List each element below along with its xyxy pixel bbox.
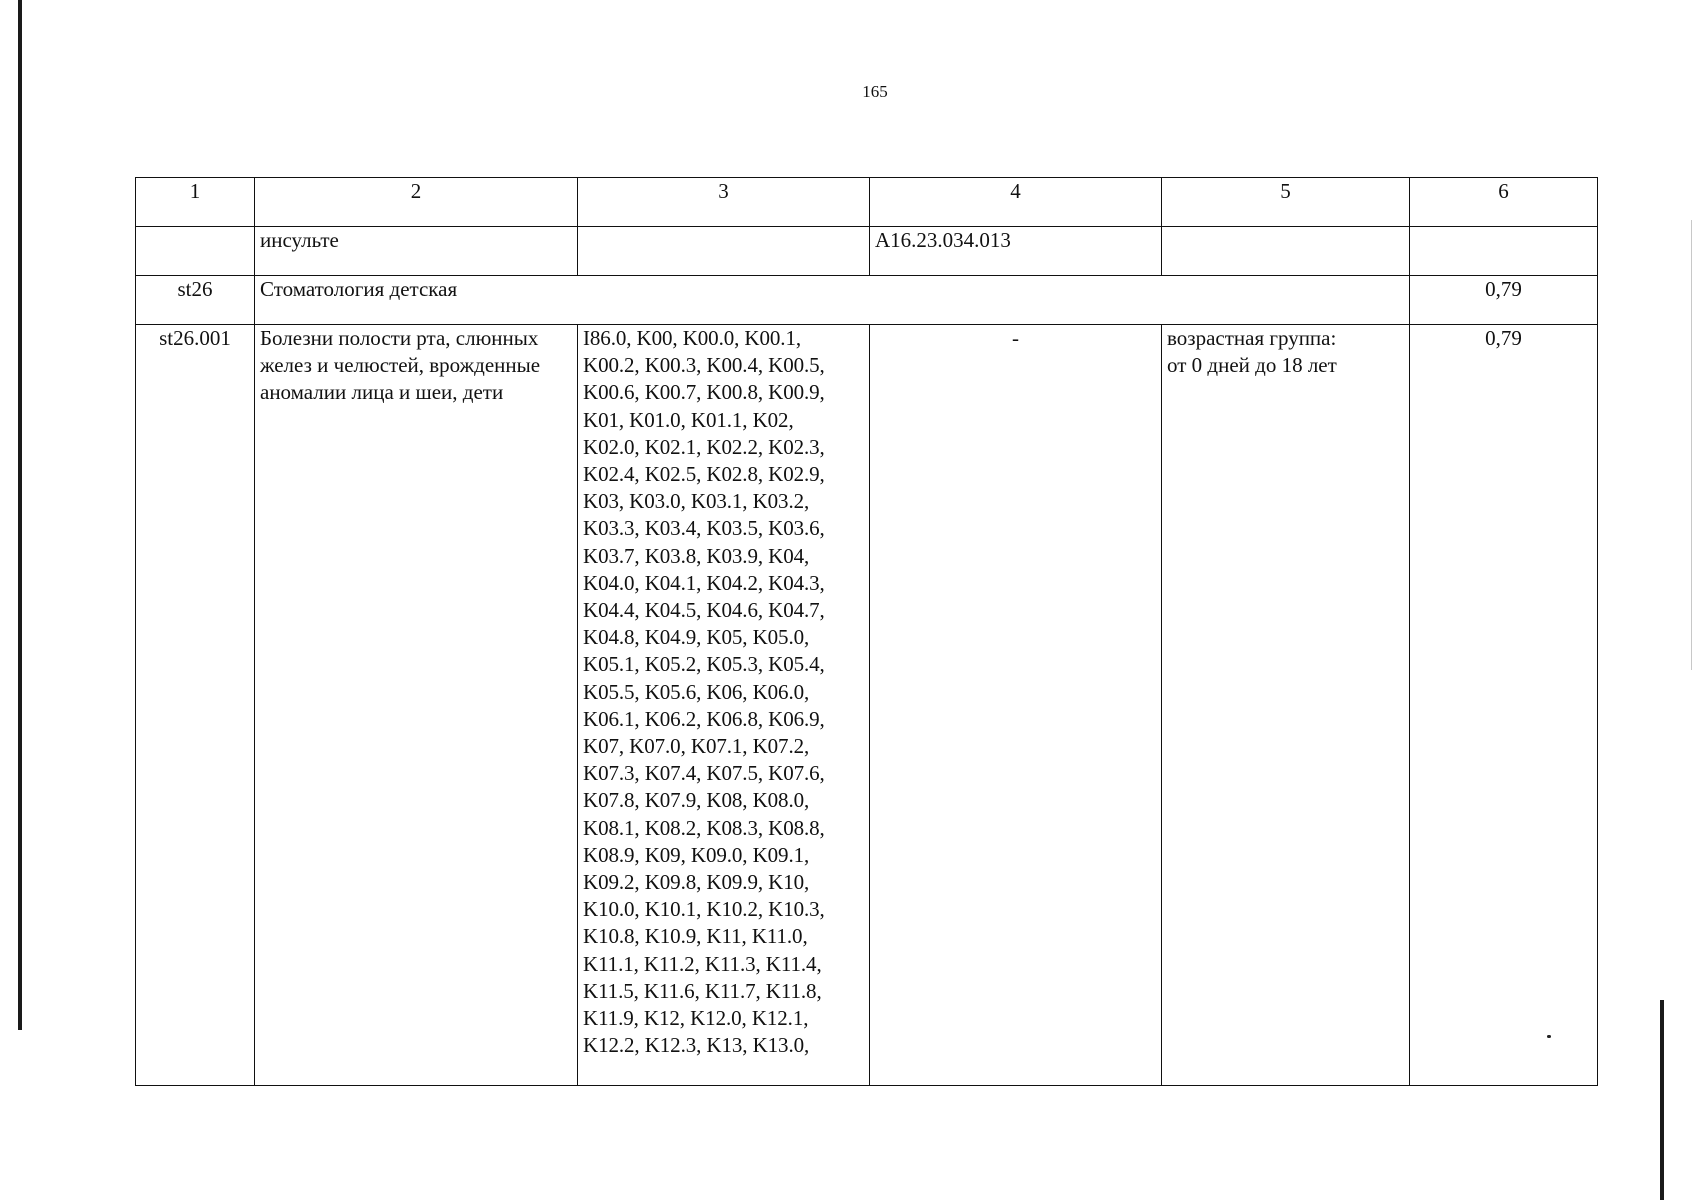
continuation-row xyxy=(136,227,1598,276)
criteria-line-1: возрастная группа: xyxy=(1167,326,1337,350)
diagnosis-code-line: K07.3, K07.4, K07.5, K07.6, xyxy=(583,761,825,786)
cont-name-cell: инсульте xyxy=(255,227,578,276)
criteria-cell xyxy=(1162,325,1410,1086)
diagnosis-code-line: K09.2, K09.8, K09.9, K10, xyxy=(583,870,810,895)
column-header-2: 2 xyxy=(255,178,578,227)
group-code-cell: st26.001 xyxy=(136,325,255,1086)
cont-code-cell xyxy=(136,227,255,276)
group-row xyxy=(136,325,1598,1086)
diagnosis-code-line: K00.6, K00.7, K00.8, K00.9, xyxy=(583,380,825,405)
diagnosis-code-line: K02.0, K02.1, K02.2, K02.3, xyxy=(583,434,825,459)
diagnosis-code-line: K04.4, K04.5, K04.6, K04.7, xyxy=(583,598,825,623)
column-header-4: 4 xyxy=(870,178,1162,227)
header-row xyxy=(136,178,1598,227)
column-header-6: 6 xyxy=(1410,178,1598,227)
diagnosis-code-line: K03, K03.0, K03.1, K03.2, xyxy=(583,489,810,514)
diagnosis-code-line: K10.8, K10.9, K11, K11.0, xyxy=(583,924,808,949)
cont-coefficient-cell xyxy=(1410,227,1598,276)
diagnosis-code-line: K12.2, K12.3, K13, K13.0, xyxy=(583,1033,810,1058)
scan-border-left xyxy=(18,0,22,1030)
section-name-cell: Стоматология детская xyxy=(255,276,1410,325)
section-code-cell: st26 xyxy=(136,276,255,325)
diagnosis-code-line: K01, K01.0, K01.1, K02, xyxy=(583,407,794,432)
scan-border-right xyxy=(1660,1000,1664,1200)
diagnosis-code-line: K06.1, K06.2, K06.8, K06.9, xyxy=(583,706,825,731)
services-cell: - xyxy=(870,325,1162,1086)
diagnosis-code-line: K00.2, K00.3, K00.4, K00.5, xyxy=(583,353,825,378)
criteria-line-2: от 0 дней до 18 лет xyxy=(1167,353,1337,378)
diagnosis-code-line: K04.8, K04.9, K05, K05.0, xyxy=(583,625,810,650)
group-coefficient-cell: 0,79 xyxy=(1410,325,1598,1086)
scan-border-right-faint xyxy=(1691,220,1692,670)
column-header-3: 3 xyxy=(578,178,870,227)
diagnosis-code-line: K02.4, K02.5, K02.8, K02.9, xyxy=(583,462,825,487)
section-row xyxy=(136,276,1598,325)
page-number: 165 xyxy=(862,82,888,101)
diagnosis-code-line: K05.5, K05.6, K06, K06.0, xyxy=(583,679,810,704)
diagnosis-code-line: I86.0, K00, K00.0, K00.1, xyxy=(583,326,801,350)
diagnosis-code-line: K10.0, K10.1, K10.2, K10.3, xyxy=(583,897,825,922)
diagnosis-code-line: K07, K07.0, K07.1, K07.2, xyxy=(583,734,810,759)
cont-diagnosis-cell xyxy=(578,227,870,276)
group-name-cell: Болезни полости рта, слюнных желез и челюстей, врожденные аномалии лица и шеи, дети xyxy=(255,325,578,1086)
diagnosis-code-line: K11.1, K11.2, K11.3, K11.4, xyxy=(583,951,822,976)
diagnosis-code-line: K07.8, K07.9, K08, K08.0, xyxy=(583,788,810,813)
column-header-5: 5 xyxy=(1162,178,1410,227)
scan-speck xyxy=(1547,1035,1551,1038)
diagnosis-code-line: K11.5, K11.6, K11.7, K11.8, xyxy=(583,978,822,1003)
diagnosis-code-line: K11.9, K12, K12.0, K12.1, xyxy=(583,1006,809,1031)
diagnosis-code-line: K04.0, K04.1, K04.2, K04.3, xyxy=(583,570,825,595)
diagnosis-code-line: K05.1, K05.2, K05.3, K05.4, xyxy=(583,652,825,677)
section-coefficient-cell: 0,79 xyxy=(1410,276,1598,325)
diagnosis-code-line: K03.7, K03.8, K03.9, K04, xyxy=(583,543,810,568)
column-header-1: 1 xyxy=(136,178,255,227)
tariff-table xyxy=(135,177,1598,1086)
cont-criteria-cell xyxy=(1162,227,1410,276)
diagnosis-code-line: K03.3, K03.4, K03.5, K03.6, xyxy=(583,516,825,541)
diagnosis-codes-cell xyxy=(578,325,870,1086)
diagnosis-code-line: K08.9, K09, K09.0, K09.1, xyxy=(583,842,810,867)
diagnosis-code-line: K08.1, K08.2, K08.3, K08.8, xyxy=(583,815,825,840)
cont-service-cell: A16.23.034.013 xyxy=(870,227,1162,276)
